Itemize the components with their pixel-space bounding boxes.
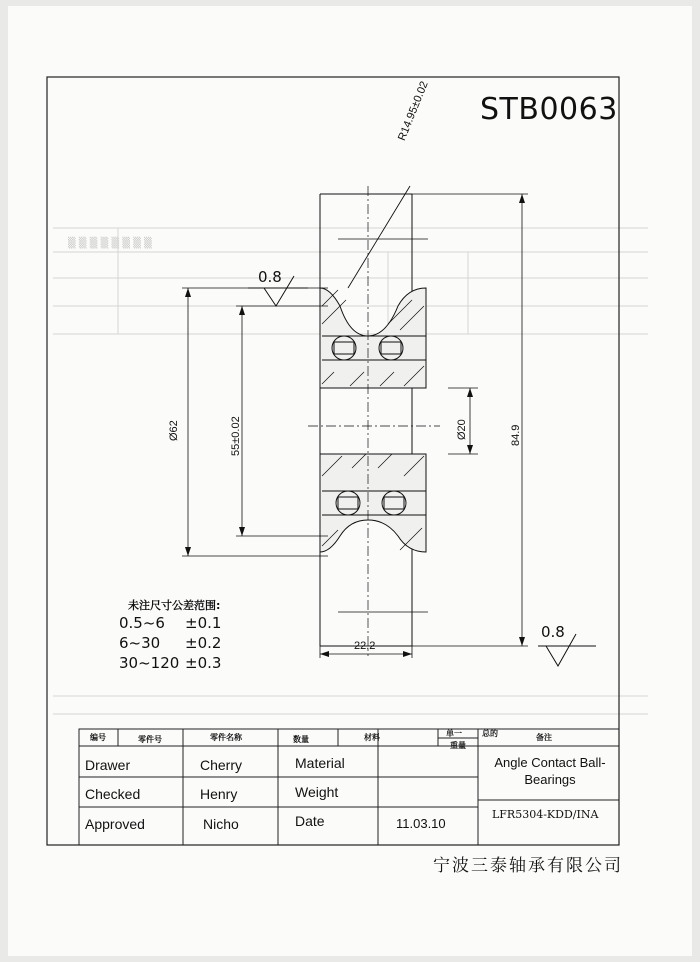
reference-number: LFR5304-KDD/INA	[492, 808, 599, 821]
company-name: 宁波三泰轴承有限公司	[433, 856, 623, 876]
tolerance-title: 未注尺寸公差范围:	[128, 599, 221, 612]
groove-diameter-dimension: 55±0.02	[230, 416, 242, 456]
header-total: 总的	[482, 729, 498, 738]
date-value: 11.03.10	[396, 816, 446, 831]
drawing-sheet	[8, 6, 692, 956]
radius-leader	[348, 186, 410, 288]
overall-height-dimension: 84.9	[510, 424, 522, 446]
header-remarks: 备注	[536, 733, 552, 742]
tolerance-value: ±0.2	[185, 634, 222, 652]
bearing-section	[308, 186, 440, 656]
header-weight: 重量	[450, 741, 466, 750]
tolerance-range: 6~30	[119, 634, 161, 652]
header-material: 材料	[364, 733, 380, 742]
radius-dimension: R14.95±0.02	[396, 79, 431, 143]
header-single: 单一	[446, 729, 462, 738]
header-part-no: 零件号	[138, 735, 162, 744]
material-label: Material	[295, 755, 345, 771]
roughness-value-bottom: 0.8	[541, 623, 565, 641]
outer-diameter-dimension: Ø62	[168, 420, 180, 441]
bleed-through-text: ▒ ▒ ▒ ▒ ▒ ▒ ▒ ▒	[68, 238, 152, 249]
header-number: 编号	[90, 733, 106, 742]
drawer-label: Drawer	[85, 757, 131, 773]
tolerance-value: ±0.3	[185, 654, 222, 672]
width-dimension: 22.2	[354, 640, 376, 652]
date-label: Date	[295, 813, 325, 829]
tolerance-range: 30~120	[119, 654, 180, 672]
part-number: STB0063	[480, 92, 618, 127]
checked-label: Checked	[85, 786, 141, 802]
approved-label: Approved	[85, 816, 145, 832]
tolerance-value: ±0.1	[185, 614, 222, 632]
tolerance-range: 0.5~6	[119, 614, 165, 632]
bore-diameter-dimension: Ø20	[456, 419, 468, 440]
header-part-name: 零件名称	[210, 733, 242, 742]
header-quantity: 数量	[293, 735, 309, 744]
weight-label: Weight	[295, 784, 339, 800]
drawer-name: Cherry	[200, 757, 243, 773]
roughness-value-top: 0.8	[258, 268, 282, 286]
bearing-description: Angle Contact Ball-Bearings	[494, 755, 606, 787]
approved-name: Nicho	[203, 816, 239, 832]
checked-name: Henry	[200, 786, 238, 802]
